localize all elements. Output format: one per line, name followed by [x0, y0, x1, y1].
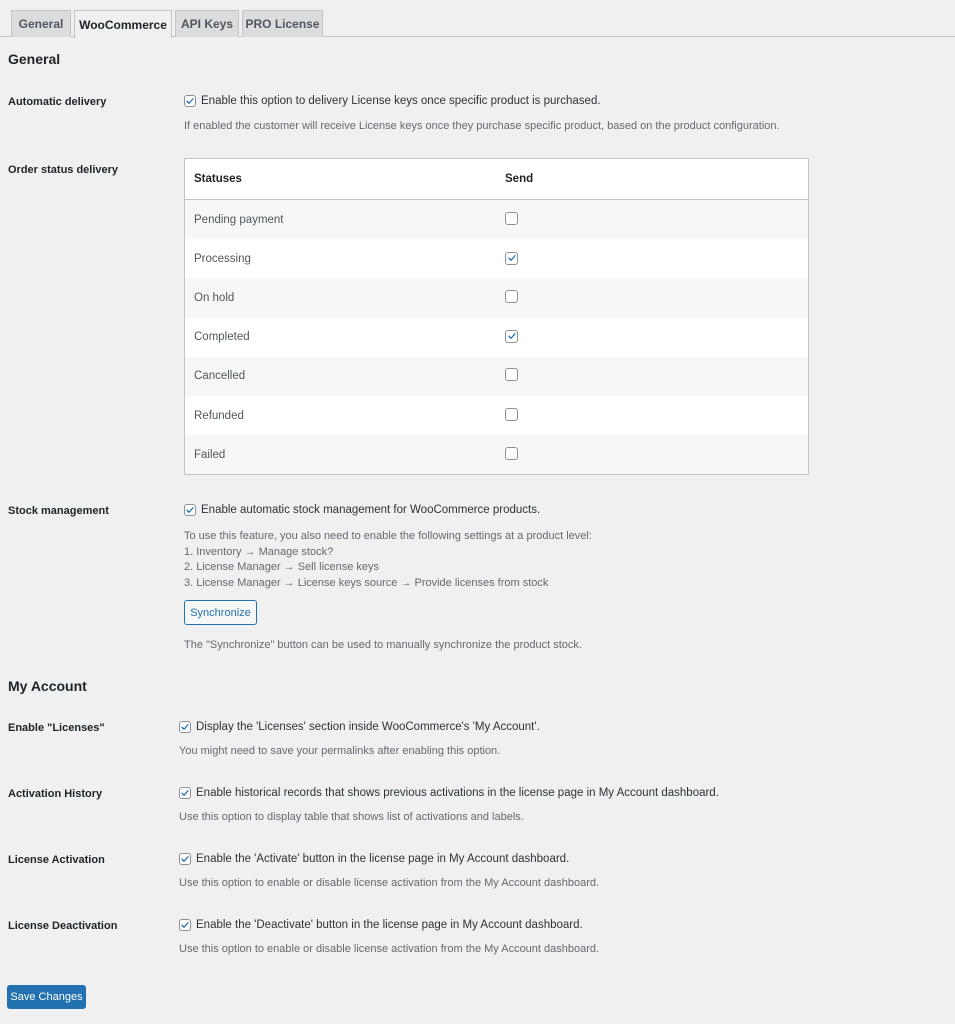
send-checkbox[interactable] [505, 408, 518, 421]
license-activation-label: License Activation [8, 854, 105, 866]
stock-management-label: Stock management [8, 505, 109, 517]
instruction-line: To use this feature, you also need to enable the following settings at a product level: [184, 530, 592, 542]
send-cell [505, 447, 523, 463]
send-checkbox[interactable] [505, 447, 518, 460]
license-deactivation-text: Enable the 'Deactivate' button in the license page in My Account dashboard. [196, 919, 583, 931]
order-status-delivery-label: Order status delivery [8, 164, 119, 176]
stock-management-checkbox[interactable] [184, 504, 196, 516]
order-status-table [184, 158, 809, 475]
automatic-delivery-text: Enable this option to delivery License keys once specific product is purchased. [201, 95, 601, 107]
table-row [185, 357, 808, 396]
send-checkbox[interactable] [505, 330, 518, 343]
send-cell [505, 330, 523, 345]
send-cell [505, 290, 523, 306]
tab-general[interactable]: General [11, 10, 71, 37]
checkmark-icon [507, 331, 517, 341]
send-checkbox[interactable] [505, 290, 518, 303]
status-name: On hold [194, 291, 235, 304]
stock-management-instructions [184, 529, 592, 591]
license-activation-text: Enable the 'Activate' button in the license page in My Account dashboard. [196, 853, 570, 865]
checkmark-icon [507, 253, 517, 263]
stock-management-text: Enable automatic stock management for WooCommerce products. [201, 504, 541, 516]
table-row [185, 239, 808, 278]
status-name: Completed [194, 331, 250, 344]
instruction-line: 1. Inventory → Manage stock? [184, 545, 334, 558]
section-heading-general: General [8, 51, 61, 67]
table-header [185, 159, 808, 200]
stock-management-option[interactable] [184, 504, 540, 516]
checkmark-icon [180, 920, 190, 930]
send-cell [505, 252, 523, 267]
synchronize-button[interactable]: Synchronize [184, 600, 257, 625]
instruction-line: 3. License Manager → License keys source → Provide licenses from stock [184, 576, 549, 589]
table-row [185, 318, 808, 357]
tab-woocommerce[interactable]: WooCommerce [74, 10, 172, 38]
checkmark-icon [185, 505, 195, 515]
save-changes-button[interactable]: Save Changes [7, 985, 86, 1009]
enable-licenses-text: Display the 'Licenses' section inside WooCommerce's 'My Account'. [196, 721, 540, 733]
license-activation-option[interactable] [179, 853, 569, 865]
activation-history-description: Use this option to display table that shows list of activations and labels. [179, 811, 524, 823]
enable-licenses-description: You might need to save your permalinks after enabling this option. [179, 745, 501, 757]
status-name: Pending payment [194, 213, 284, 226]
license-deactivation-label: License Deactivation [8, 920, 118, 932]
automatic-delivery-label: Automatic delivery [8, 96, 107, 108]
automatic-delivery-description: If enabled the customer will receive License keys once they purchase specific product, based on the product configuration. [184, 120, 780, 132]
column-header-statuses: Statuses [194, 173, 242, 185]
license-activation-description: Use this option to enable or disable license activation from the My Account dashboard. [179, 877, 600, 889]
section-heading-my-account: My Account [8, 678, 87, 694]
status-name: Processing [194, 252, 251, 265]
automatic-delivery-option[interactable] [184, 95, 601, 107]
tab-api-keys[interactable]: API Keys [175, 10, 239, 37]
column-header-send: Send [505, 173, 534, 185]
send-cell [505, 212, 523, 228]
license-deactivation-description: Use this option to enable or disable license activation from the My Account dashboard. [179, 943, 600, 955]
table-row [185, 435, 808, 474]
table-row [185, 396, 808, 435]
send-cell [505, 368, 523, 384]
checkmark-icon [180, 722, 190, 732]
status-name: Cancelled [194, 370, 246, 383]
license-deactivation-option[interactable] [179, 919, 583, 931]
synchronize-description: The "Synchronize" button can be used to manually synchronize the product stock. [184, 639, 582, 651]
license-deactivation-checkbox[interactable] [179, 919, 191, 931]
send-checkbox[interactable] [505, 212, 518, 225]
table-row [185, 278, 808, 317]
status-name: Failed [194, 448, 226, 461]
instruction-line: 2. License Manager → Sell license keys [184, 561, 380, 573]
status-name: Refunded [194, 409, 244, 422]
tab-pro-license[interactable]: PRO License [242, 10, 323, 37]
activation-history-option[interactable] [179, 787, 719, 799]
checkmark-icon [180, 854, 190, 864]
checkmark-icon [185, 96, 195, 106]
send-checkbox[interactable] [505, 252, 518, 265]
license-activation-checkbox[interactable] [179, 853, 191, 865]
settings-tabs [0, 0, 955, 37]
activation-history-label: Activation History [8, 788, 103, 800]
send-cell [505, 408, 523, 424]
send-checkbox[interactable] [505, 368, 518, 381]
activation-history-checkbox[interactable] [179, 787, 191, 799]
activation-history-text: Enable historical records that shows previous activations in the license page in My Account dashboard. [196, 787, 719, 799]
checkmark-icon [180, 788, 190, 798]
enable-licenses-checkbox[interactable] [179, 721, 191, 733]
enable-licenses-label: Enable "Licenses" [8, 722, 105, 734]
table-row [185, 200, 808, 239]
enable-licenses-option[interactable] [179, 721, 540, 733]
automatic-delivery-checkbox[interactable] [184, 95, 196, 107]
